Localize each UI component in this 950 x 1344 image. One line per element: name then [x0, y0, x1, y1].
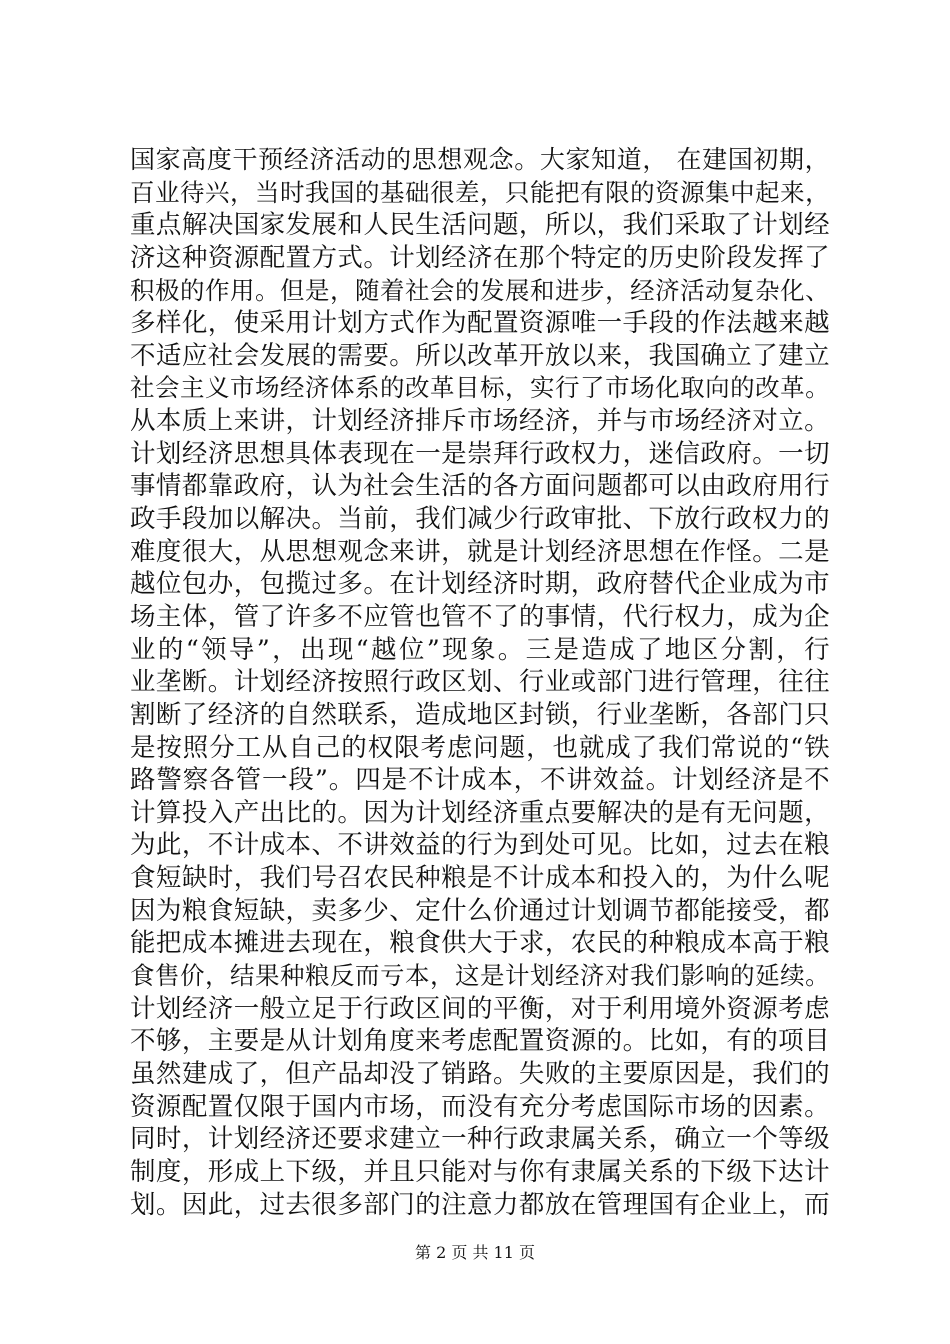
text-line: 从本质上来讲，计划经济排斥市场经济，并与市场经济对立。: [130, 406, 830, 437]
text-line: 路警察各管一段”。四是不计成本，不讲效益。计划经济是不: [130, 765, 830, 796]
text-line: 越位包办，包揽过多。在计划经济时期，政府替代企业成为市: [130, 569, 830, 600]
text-line: 食售价，结果种粮反而亏本，这是计划经济对我们影响的延续。: [130, 961, 830, 991]
text-line: 业的“领导”，出现“越位”现象。三是造成了地区分割，行: [130, 634, 830, 665]
text-line: 食短缺时，我们号召农民种粮是不计成本和投入的，为什么呢: [130, 863, 830, 894]
text-line: 政手段加以解决。当前，我们减少行政审批、下放行政权力的: [130, 504, 830, 535]
body-text: [130, 144, 830, 1221]
text-line: 多样化，使采用计划方式作为配置资源唯一手段的作法越来越: [130, 308, 830, 339]
text-line: 是按照分工从自己的权限考虑问题，也就成了我们常说的“铁: [130, 732, 830, 763]
text-line: 割断了经济的自然联系，造成地区封锁，行业垄断，各部门只: [130, 699, 830, 730]
page-footer: [0, 1242, 950, 1264]
text-line: 社会主义市场经济体系的改革目标，实行了市场化取向的改革。: [130, 373, 830, 403]
text-line: 虽然建成了，但产品却没了销路。失败的主要原因是，我们的: [130, 1058, 830, 1089]
text-line: 计划经济一般立足于行政区间的平衡，对于利用境外资源考虑: [130, 993, 830, 1024]
text-line: 积极的作用。但是，随着社会的发展和进步，经济活动复杂化、: [130, 275, 830, 305]
text-line: 国家高度干预经济活动的思想观念。大家知道， 在建国初期，: [130, 145, 830, 174]
page-number-label: 第 2 页 共 11 页: [415, 1243, 535, 1262]
text-line: 难度很大，从思想观念来讲，就是计划经济思想在作怪。二是: [130, 536, 830, 567]
text-line: 计划经济思想具体表现在一是崇拜行政权力，迷信政府。一切: [130, 438, 830, 469]
text-line: 百业待兴，当时我国的基础很差，只能把有限的资源集中起来，: [130, 177, 830, 207]
text-line: 不适应社会发展的需要。所以改革开放以来，我国确立了建立: [130, 340, 830, 371]
text-line: 不够，主要是从计划角度来考虑配置资源的。比如，有的项目: [130, 1026, 830, 1057]
text-line: 制度，形成上下级，并且只能对与你有隶属关系的下级下达计: [130, 1156, 830, 1187]
text-line: 同时，计划经济还要求建立一种行政隶属关系，确立一个等级: [130, 1124, 830, 1155]
text-line: 事情都靠政府，认为社会生活的各方面问题都可以由政府用行: [130, 471, 830, 502]
text-line: 资源配置仅限于国内市场，而没有充分考虑国际市场的因素。: [130, 1091, 830, 1122]
text-line: 因为粮食短缺，卖多少、定什么价通过计划调节都能接受，都: [130, 895, 830, 926]
text-line: 能把成本摊进去现在，粮食供大于求，农民的种粮成本高于粮: [130, 928, 830, 959]
text-line: 济这种资源配置方式。计划经济在那个特定的历史阶段发挥了: [130, 242, 830, 273]
text-line: 业垄断。计划经济按照行政区划、行业或部门进行管理，往往: [130, 667, 830, 698]
text-line: 计算投入产出比的。因为计划经济重点要解决的是有无问题，: [130, 797, 830, 828]
text-line: 为此，不计成本、不讲效益的行为到处可见。比如，过去在粮: [130, 830, 830, 861]
text-line: 重点解决国家发展和人民生活问题，所以，我们采取了计划经: [130, 210, 830, 241]
text-line: 场主体，管了许多不应管也管不了的事情，代行权力，成为企: [130, 601, 830, 632]
text-line: 划。因此，过去很多部门的注意力都放在管理国有企业上，而: [130, 1189, 830, 1220]
